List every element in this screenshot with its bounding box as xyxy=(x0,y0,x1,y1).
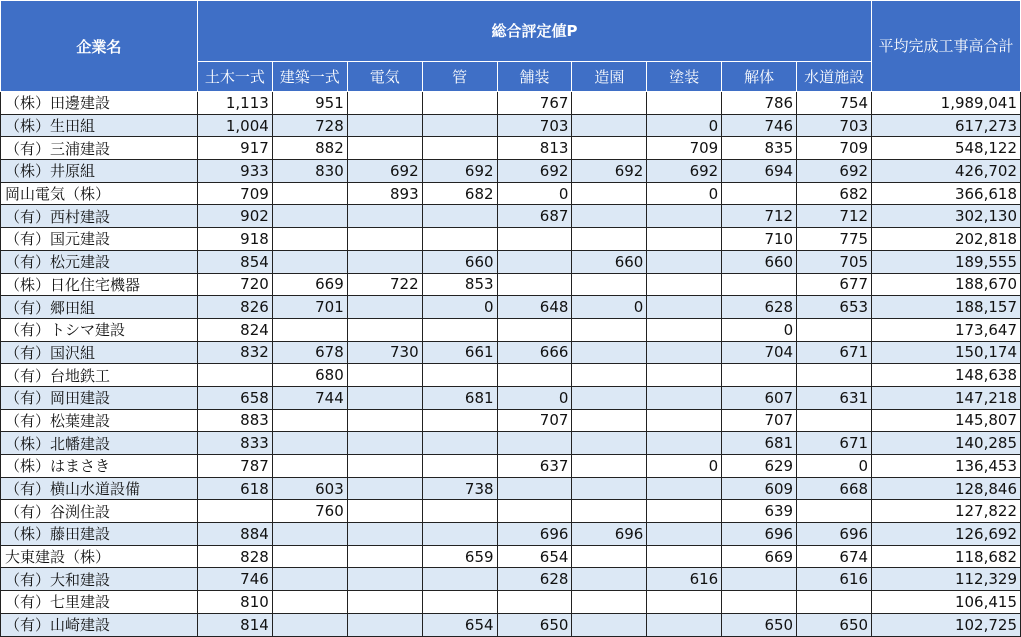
score-cell: 738 xyxy=(422,477,497,500)
score-cell: 616 xyxy=(797,568,872,591)
score-cell xyxy=(497,477,572,500)
score-cell xyxy=(797,500,872,523)
table-row xyxy=(1,432,1021,455)
score-cell: 682 xyxy=(797,182,872,205)
score-cell: 701 xyxy=(272,296,347,319)
score-cell xyxy=(347,318,422,341)
score-cell xyxy=(197,364,272,387)
score-cell: 0 xyxy=(722,318,797,341)
score-cell: 639 xyxy=(722,500,797,523)
table-row xyxy=(1,160,1021,183)
score-cell xyxy=(647,409,722,432)
score-cell: 654 xyxy=(497,545,572,568)
score-cell: 616 xyxy=(647,568,722,591)
score-cell xyxy=(722,273,797,296)
score-cell: 712 xyxy=(797,205,872,228)
score-cell: 707 xyxy=(722,409,797,432)
score-cell: 746 xyxy=(197,568,272,591)
score-cell: 893 xyxy=(347,182,422,205)
score-cell xyxy=(272,455,347,478)
score-cell xyxy=(797,364,872,387)
score-cell: 692 xyxy=(347,160,422,183)
score-cell: 882 xyxy=(272,137,347,160)
score-cell: 653 xyxy=(797,296,872,319)
score-cell: 902 xyxy=(197,205,272,228)
score-cell xyxy=(647,228,722,251)
score-cell: 637 xyxy=(497,455,572,478)
score-cell: 692 xyxy=(422,160,497,183)
score-cell: 767 xyxy=(497,92,572,115)
score-cell xyxy=(347,364,422,387)
score-cell: 650 xyxy=(497,613,572,636)
score-cell: 933 xyxy=(197,160,272,183)
score-cell xyxy=(647,477,722,500)
score-cell: 746 xyxy=(722,114,797,137)
score-cell xyxy=(347,568,422,591)
score-cell: 813 xyxy=(497,137,572,160)
score-cell: 696 xyxy=(572,523,647,546)
score-cell: 692 xyxy=(572,160,647,183)
company-name-cell: （有）横山水道設備 xyxy=(1,477,198,500)
avg-cell: 188,157 xyxy=(872,296,1021,319)
score-cell xyxy=(422,568,497,591)
score-cell xyxy=(272,568,347,591)
score-cell xyxy=(347,409,422,432)
score-cell: 704 xyxy=(722,341,797,364)
score-cell xyxy=(722,364,797,387)
score-cell xyxy=(422,318,497,341)
score-cell xyxy=(572,114,647,137)
score-cell: 720 xyxy=(197,273,272,296)
score-cell: 814 xyxy=(197,613,272,636)
score-cell xyxy=(497,432,572,455)
score-cell: 696 xyxy=(722,523,797,546)
score-cell: 760 xyxy=(272,500,347,523)
score-cell xyxy=(422,409,497,432)
score-cell xyxy=(347,296,422,319)
score-cell: 671 xyxy=(797,341,872,364)
score-cell: 660 xyxy=(722,250,797,273)
score-cell xyxy=(647,205,722,228)
avg-cell: 127,822 xyxy=(872,500,1021,523)
score-cell xyxy=(572,568,647,591)
avg-cell: 202,818 xyxy=(872,228,1021,251)
company-name-cell: （有）郷田組 xyxy=(1,296,198,319)
company-name-cell: （有）三浦建設 xyxy=(1,137,198,160)
score-cell xyxy=(497,364,572,387)
sub-header: 塗装 xyxy=(647,61,722,91)
score-cell xyxy=(347,545,422,568)
sub-header: 電気 xyxy=(347,61,422,91)
sub-header: 造園 xyxy=(572,61,647,91)
company-name-cell: （株）北幡建設 xyxy=(1,432,198,455)
score-cell xyxy=(347,228,422,251)
table-row xyxy=(1,409,1021,432)
company-name-cell: （有）大和建設 xyxy=(1,568,198,591)
score-cell: 674 xyxy=(797,545,872,568)
score-cell xyxy=(647,273,722,296)
score-cell: 650 xyxy=(722,613,797,636)
score-cell: 696 xyxy=(797,523,872,546)
score-cell xyxy=(797,318,872,341)
score-cell xyxy=(422,205,497,228)
score-cell xyxy=(197,500,272,523)
score-cell: 730 xyxy=(347,341,422,364)
avg-cell: 173,647 xyxy=(872,318,1021,341)
company-name-cell: （有）国元建設 xyxy=(1,228,198,251)
score-cell xyxy=(347,455,422,478)
score-cell xyxy=(722,568,797,591)
score-cell xyxy=(272,228,347,251)
score-cell: 603 xyxy=(272,477,347,500)
score-cell xyxy=(797,591,872,614)
score-cell xyxy=(422,114,497,137)
score-cell: 884 xyxy=(197,523,272,546)
score-cell: 694 xyxy=(722,160,797,183)
score-cell xyxy=(272,432,347,455)
score-cell: 0 xyxy=(647,114,722,137)
score-cell: 0 xyxy=(797,455,872,478)
score-cell xyxy=(422,228,497,251)
score-cell xyxy=(572,205,647,228)
score-cell xyxy=(422,591,497,614)
score-cell: 618 xyxy=(197,477,272,500)
score-cell xyxy=(572,273,647,296)
score-cell: 712 xyxy=(722,205,797,228)
avg-cell: 1,989,041 xyxy=(872,92,1021,115)
score-cell: 917 xyxy=(197,137,272,160)
score-cell xyxy=(572,137,647,160)
score-cell: 835 xyxy=(722,137,797,160)
score-cell xyxy=(572,364,647,387)
score-cell: 628 xyxy=(497,568,572,591)
avg-cell: 140,285 xyxy=(872,432,1021,455)
score-cell xyxy=(347,500,422,523)
score-cell xyxy=(347,250,422,273)
score-cell: 744 xyxy=(272,386,347,409)
table-row xyxy=(1,205,1021,228)
score-cell: 830 xyxy=(272,160,347,183)
score-cell xyxy=(422,432,497,455)
score-cell xyxy=(647,386,722,409)
score-cell: 661 xyxy=(422,341,497,364)
score-cell: 918 xyxy=(197,228,272,251)
score-cell xyxy=(422,455,497,478)
score-cell xyxy=(647,500,722,523)
company-name-cell: （有）松元建設 xyxy=(1,250,198,273)
score-cell xyxy=(272,545,347,568)
score-cell: 654 xyxy=(422,613,497,636)
sub-header: 水道施設 xyxy=(797,61,872,91)
table-row xyxy=(1,568,1021,591)
table-row xyxy=(1,273,1021,296)
score-cell: 666 xyxy=(497,341,572,364)
score-cell xyxy=(272,318,347,341)
score-cell: 703 xyxy=(797,114,872,137)
score-cell xyxy=(272,523,347,546)
score-cell: 0 xyxy=(647,182,722,205)
score-cell: 709 xyxy=(797,137,872,160)
score-cell: 1,004 xyxy=(197,114,272,137)
score-cell xyxy=(647,250,722,273)
avg-header: 平均完成工事高合計 xyxy=(872,1,1021,92)
score-cell xyxy=(347,386,422,409)
score-cell: 775 xyxy=(797,228,872,251)
score-cell xyxy=(347,92,422,115)
avg-cell: 118,682 xyxy=(872,545,1021,568)
table-row xyxy=(1,137,1021,160)
table-row xyxy=(1,296,1021,319)
company-name-cell: （株）日化住宅機器 xyxy=(1,273,198,296)
score-cell xyxy=(572,341,647,364)
table-row xyxy=(1,523,1021,546)
score-cell: 628 xyxy=(722,296,797,319)
score-cell xyxy=(647,318,722,341)
score-cell xyxy=(647,92,722,115)
score-cell: 0 xyxy=(497,182,572,205)
table-row xyxy=(1,318,1021,341)
score-cell xyxy=(422,92,497,115)
score-cell: 0 xyxy=(497,386,572,409)
score-cell: 648 xyxy=(497,296,572,319)
company-name-cell: （有）岡田建設 xyxy=(1,386,198,409)
company-name-cell: （株）井原組 xyxy=(1,160,198,183)
company-name-cell: （有）松葉建設 xyxy=(1,409,198,432)
score-cell: 668 xyxy=(797,477,872,500)
score-cell: 696 xyxy=(497,523,572,546)
score-cell xyxy=(422,523,497,546)
score-cell xyxy=(647,523,722,546)
avg-cell: 147,218 xyxy=(872,386,1021,409)
score-cell: 832 xyxy=(197,341,272,364)
score-cell xyxy=(497,500,572,523)
score-cell xyxy=(797,409,872,432)
company-name-cell: （有）台地鉄工 xyxy=(1,364,198,387)
score-cell xyxy=(497,250,572,273)
score-cell: 669 xyxy=(722,545,797,568)
score-cell xyxy=(572,477,647,500)
score-cell: 828 xyxy=(197,545,272,568)
avg-cell: 148,638 xyxy=(872,364,1021,387)
score-cell: 824 xyxy=(197,318,272,341)
score-cell xyxy=(347,591,422,614)
score-cell xyxy=(272,591,347,614)
score-group-header: 総合評定値P xyxy=(197,1,871,62)
table-row xyxy=(1,228,1021,251)
score-cell xyxy=(647,296,722,319)
sub-header: 解体 xyxy=(722,61,797,91)
score-cell: 951 xyxy=(272,92,347,115)
avg-cell: 548,122 xyxy=(872,137,1021,160)
score-cell: 669 xyxy=(272,273,347,296)
score-cell: 787 xyxy=(197,455,272,478)
score-cell xyxy=(422,364,497,387)
avg-cell: 126,692 xyxy=(872,523,1021,546)
score-cell xyxy=(272,205,347,228)
avg-cell: 302,130 xyxy=(872,205,1021,228)
sub-header: 管 xyxy=(422,61,497,91)
score-cell xyxy=(572,500,647,523)
table-row xyxy=(1,364,1021,387)
avg-cell: 426,702 xyxy=(872,160,1021,183)
score-cell xyxy=(497,591,572,614)
score-cell: 607 xyxy=(722,386,797,409)
score-cell xyxy=(647,341,722,364)
score-cell: 705 xyxy=(797,250,872,273)
avg-cell: 188,670 xyxy=(872,273,1021,296)
table-row xyxy=(1,114,1021,137)
score-cell xyxy=(647,545,722,568)
table-row xyxy=(1,341,1021,364)
table-row xyxy=(1,591,1021,614)
score-cell: 703 xyxy=(497,114,572,137)
table-row xyxy=(1,455,1021,478)
score-cell: 650 xyxy=(797,613,872,636)
score-cell: 707 xyxy=(497,409,572,432)
score-cell xyxy=(572,591,647,614)
score-cell: 681 xyxy=(422,386,497,409)
score-cell: 692 xyxy=(647,160,722,183)
score-cell xyxy=(272,409,347,432)
score-cell xyxy=(272,250,347,273)
score-cell: 722 xyxy=(347,273,422,296)
score-cell: 709 xyxy=(197,182,272,205)
score-cell: 826 xyxy=(197,296,272,319)
score-cell: 709 xyxy=(647,137,722,160)
score-cell xyxy=(347,137,422,160)
avg-cell: 136,453 xyxy=(872,455,1021,478)
score-cell xyxy=(722,182,797,205)
score-cell: 677 xyxy=(797,273,872,296)
table-row xyxy=(1,545,1021,568)
company-name-cell: （株）田邊建設 xyxy=(1,92,198,115)
score-cell xyxy=(572,228,647,251)
avg-cell: 366,618 xyxy=(872,182,1021,205)
score-cell: 833 xyxy=(197,432,272,455)
sub-header: 建築一式 xyxy=(272,61,347,91)
score-cell xyxy=(572,92,647,115)
score-cell xyxy=(572,545,647,568)
score-cell xyxy=(497,228,572,251)
company-name-cell: （有）山崎建設 xyxy=(1,613,198,636)
score-cell xyxy=(497,273,572,296)
table-row xyxy=(1,92,1021,115)
score-cell: 609 xyxy=(722,477,797,500)
score-cell: 853 xyxy=(422,273,497,296)
company-name-cell: （株）生田組 xyxy=(1,114,198,137)
score-cell: 681 xyxy=(722,432,797,455)
table-body xyxy=(1,92,1021,637)
company-header: 企業名 xyxy=(1,1,198,92)
score-cell xyxy=(272,182,347,205)
company-name-cell: （有）七里建設 xyxy=(1,591,198,614)
score-cell xyxy=(572,432,647,455)
score-cell: 0 xyxy=(647,455,722,478)
score-cell: 710 xyxy=(722,228,797,251)
score-cell xyxy=(572,409,647,432)
score-cell xyxy=(347,205,422,228)
score-cell xyxy=(347,114,422,137)
score-cell: 687 xyxy=(497,205,572,228)
score-cell: 728 xyxy=(272,114,347,137)
score-cell: 0 xyxy=(422,296,497,319)
score-cell xyxy=(422,500,497,523)
company-name-cell: （有）国沢組 xyxy=(1,341,198,364)
company-name-cell: （有）西村建設 xyxy=(1,205,198,228)
table-row xyxy=(1,386,1021,409)
score-cell xyxy=(422,137,497,160)
score-cell: 680 xyxy=(272,364,347,387)
avg-cell: 150,174 xyxy=(872,341,1021,364)
sub-header: 土木一式 xyxy=(197,61,272,91)
company-name-cell: （株）藤田建設 xyxy=(1,523,198,546)
score-cell: 0 xyxy=(572,296,647,319)
score-cell: 671 xyxy=(797,432,872,455)
score-cell: 660 xyxy=(572,250,647,273)
score-cell xyxy=(572,182,647,205)
score-cell xyxy=(572,386,647,409)
table-row xyxy=(1,182,1021,205)
score-cell: 629 xyxy=(722,455,797,478)
company-name-cell: （株）はまさき xyxy=(1,455,198,478)
table-row xyxy=(1,500,1021,523)
table-header xyxy=(1,1,1021,92)
score-cell: 692 xyxy=(797,160,872,183)
score-cell: 754 xyxy=(797,92,872,115)
score-cell: 678 xyxy=(272,341,347,364)
score-cell xyxy=(497,318,572,341)
score-cell xyxy=(647,432,722,455)
avg-cell: 102,725 xyxy=(872,613,1021,636)
avg-cell: 106,415 xyxy=(872,591,1021,614)
score-cell: 810 xyxy=(197,591,272,614)
score-cell: 659 xyxy=(422,545,497,568)
score-cell xyxy=(347,432,422,455)
score-cell: 660 xyxy=(422,250,497,273)
score-cell: 883 xyxy=(197,409,272,432)
score-cell: 1,113 xyxy=(197,92,272,115)
company-name-cell: 岡山電気（株） xyxy=(1,182,198,205)
avg-cell: 145,807 xyxy=(872,409,1021,432)
sub-header: 舗装 xyxy=(497,61,572,91)
score-cell: 854 xyxy=(197,250,272,273)
score-cell xyxy=(572,455,647,478)
table-row xyxy=(1,477,1021,500)
score-cell xyxy=(347,477,422,500)
score-cell xyxy=(647,364,722,387)
avg-cell: 128,846 xyxy=(872,477,1021,500)
score-cell: 631 xyxy=(797,386,872,409)
score-cell: 658 xyxy=(197,386,272,409)
score-cell xyxy=(722,591,797,614)
table-row xyxy=(1,250,1021,273)
score-cell xyxy=(647,591,722,614)
score-cell: 786 xyxy=(722,92,797,115)
company-name-cell: 大東建設（株） xyxy=(1,545,198,568)
score-cell xyxy=(347,523,422,546)
company-name-cell: （有）谷渕住設 xyxy=(1,500,198,523)
score-cell xyxy=(572,318,647,341)
score-cell: 682 xyxy=(422,182,497,205)
avg-cell: 112,329 xyxy=(872,568,1021,591)
avg-cell: 617,273 xyxy=(872,114,1021,137)
company-name-cell: （有）トシマ建設 xyxy=(1,318,198,341)
score-cell: 692 xyxy=(497,160,572,183)
avg-cell: 189,555 xyxy=(872,250,1021,273)
